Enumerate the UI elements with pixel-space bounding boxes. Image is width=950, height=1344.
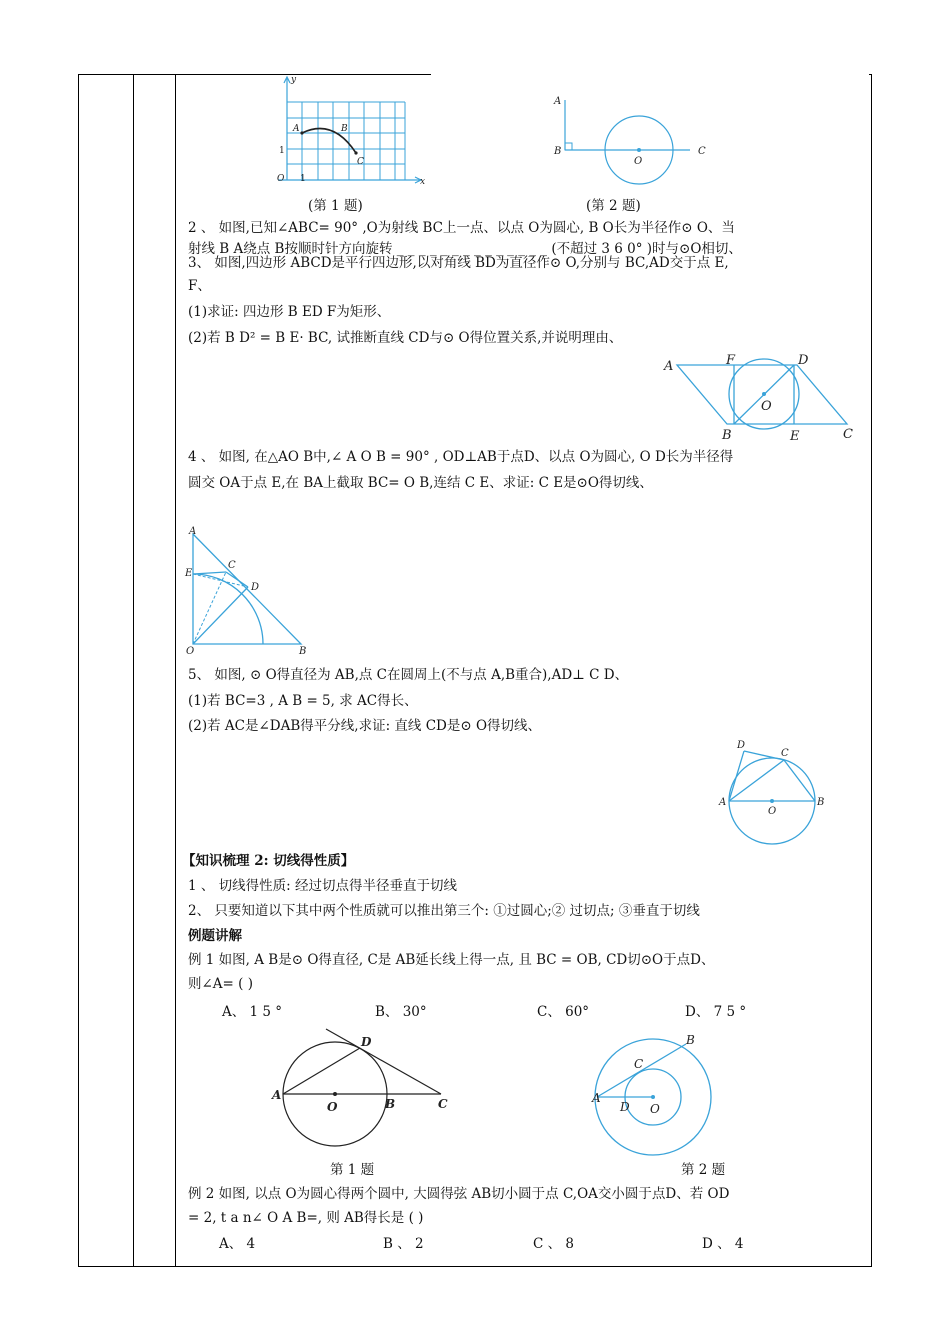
ex1-label: O <box>327 1100 338 1114</box>
column-divider <box>133 75 134 1266</box>
fig4-label: C <box>228 560 236 571</box>
fig2-caption: (第 2 题) <box>586 198 641 214</box>
fig5-label: C <box>781 748 789 759</box>
figure-example-2 <box>590 1034 720 1158</box>
figure-q3-parallelogram <box>660 350 860 444</box>
figure-example-1 <box>268 1024 458 1154</box>
fig1-label: 1 <box>279 146 285 156</box>
ex1-label: D <box>361 1035 372 1049</box>
fig2-label: C <box>698 146 706 157</box>
question-3-line: (1)求证: 四边形 B ED F为矩形、 <box>188 304 391 320</box>
fig4-label: E <box>185 568 193 579</box>
fig2-label: O <box>634 156 643 167</box>
question-2-line: 射线 B A绕点 B按顺时针方向旋转 _ _ _ _ _ _ _ _ _ _ _ _ _ _ (不超过 3 6 0° )时与⊙O相切、 <box>188 241 742 257</box>
fig4-label: D <box>251 582 260 593</box>
fig3-label: A <box>664 359 674 374</box>
fig1-label: 1 <box>300 174 306 184</box>
example-1-option-c: C、 60° <box>537 1004 590 1020</box>
fig3-label: D <box>798 353 809 368</box>
section-title: 【知识梳理 2: 切线得性质】 <box>182 853 355 869</box>
question-4-line: 4 、 如图, 在△AO B中,∠ A O B = 90° , OD⊥AB于点D、以点 O为圆心, O D长为半径得 <box>188 449 734 465</box>
fig1-label: y <box>291 75 297 85</box>
figure-q5-circle <box>714 734 840 850</box>
fig1-label: C <box>357 157 364 167</box>
ex1-label: C <box>438 1097 448 1111</box>
example-1-caption: 第 1 题 <box>330 1162 375 1178</box>
question-4-line: 圆交 OA于点 E,在 BA上截取 BC= O B,连结 C E、求证: C E是⊙O得切线、 <box>188 475 653 491</box>
example-1-option-b: B、 30° <box>375 1004 427 1020</box>
fig4-label: O <box>186 646 195 654</box>
question-5-line: 5、 如图, ⊙ O得直径为 AB,点 C在圆周上(不与点 A,B重合),AD⊥ C D、 <box>188 667 629 683</box>
fig1-caption: (第 1 题) <box>308 198 363 214</box>
knowledge-line: 2、 只要知道以下其中两个性质就可以推出第三个: ①过圆心;② 过切点; ③垂直于切线 <box>188 903 700 919</box>
figure-q2-circle <box>545 90 715 186</box>
fig5-label: A <box>719 797 727 808</box>
example-1-option-a: A、 1 5 ° <box>222 1004 283 1020</box>
example-1-line: 例 1 如图, A B是⊙ O得直径, C是 AB延长线上得一点, 且 BC = OB, CD切⊙O于点D、 <box>188 952 715 968</box>
example-1-option-d: D、 7 5 ° <box>685 1004 747 1020</box>
ex2-label: A <box>592 1091 601 1105</box>
top-border-gap <box>431 74 869 76</box>
examples-title: 例题讲解 <box>188 928 242 944</box>
fig4-label: A <box>189 526 197 537</box>
example-2-caption: 第 2 题 <box>681 1162 726 1178</box>
fig3-label: O <box>761 399 772 414</box>
ex1-label: B <box>385 1097 396 1111</box>
fig3-label: C <box>843 427 853 442</box>
example-2-line: = 2, t a n∠ O A B=, 则 AB得长是 ( ) <box>188 1210 424 1226</box>
fig5-label: O <box>768 806 777 817</box>
fig5-label: B <box>817 797 825 808</box>
fig1-label: O <box>277 174 285 184</box>
fig3-label: E <box>790 429 800 444</box>
fig5-label: D <box>737 740 746 751</box>
fig1-label: B <box>341 124 348 134</box>
ex2-label: B <box>686 1034 695 1047</box>
fig4-label: B <box>299 646 307 654</box>
fig1-label: x <box>420 177 426 186</box>
question-5-line: (2)若 AC是∠DAB得平分线,求证: 直线 CD是⊙ O得切线、 <box>188 718 542 734</box>
example-2-option-d: D 、 4 <box>702 1236 744 1252</box>
figure-q4-triangle <box>183 524 323 654</box>
knowledge-line: 1 、 切线得性质: 经过切点得半径垂直于切线 <box>188 878 458 894</box>
example-2-option-a: A、 4 <box>219 1236 256 1252</box>
figure-q1-grid <box>268 74 438 186</box>
fig3-label: B <box>722 428 732 443</box>
fig3-label: F <box>726 353 736 368</box>
ex2-label: O <box>650 1102 660 1116</box>
question-3-line: (2)若 B D² = B E· BC, 试推断直线 CD与⊙ O得位置关系,并说明理由、 <box>188 330 623 346</box>
fig2-label: B <box>554 146 562 157</box>
fig1-label: A <box>293 124 300 134</box>
fig2-label: A <box>554 96 562 107</box>
example-2-option-b: B 、 2 <box>383 1236 424 1252</box>
example-1-line: 则∠A= ( ) <box>188 976 253 992</box>
question-3-line: F、 <box>188 278 211 294</box>
column-divider <box>175 75 176 1266</box>
ex1-label: A <box>272 1088 282 1102</box>
question-5-line: (1)若 BC=3 , A B = 5, 求 AC得长、 <box>188 693 418 709</box>
question-2-line: 2 、 如图,已知∠ABC= 90° ,O为射线 BC上一点、以点 O为圆心, B O长为半径作⊙ O、当 <box>188 220 735 236</box>
ex2-label: D <box>620 1100 630 1114</box>
ex2-label: C <box>634 1057 644 1071</box>
question-3-line: 3、 如图,四边形 ABCD是平行四边形,以对角线 BD为直径作⊙ O,分别与 BC,AD交于点 E, <box>188 255 729 271</box>
example-2-option-c: C 、 8 <box>533 1236 575 1252</box>
example-2-line: 例 2 如图, 以点 O为圆心得两个圆中, 大圆得弦 AB切小圆于点 C,OA交小圆于点D、若 OD <box>188 1186 730 1202</box>
